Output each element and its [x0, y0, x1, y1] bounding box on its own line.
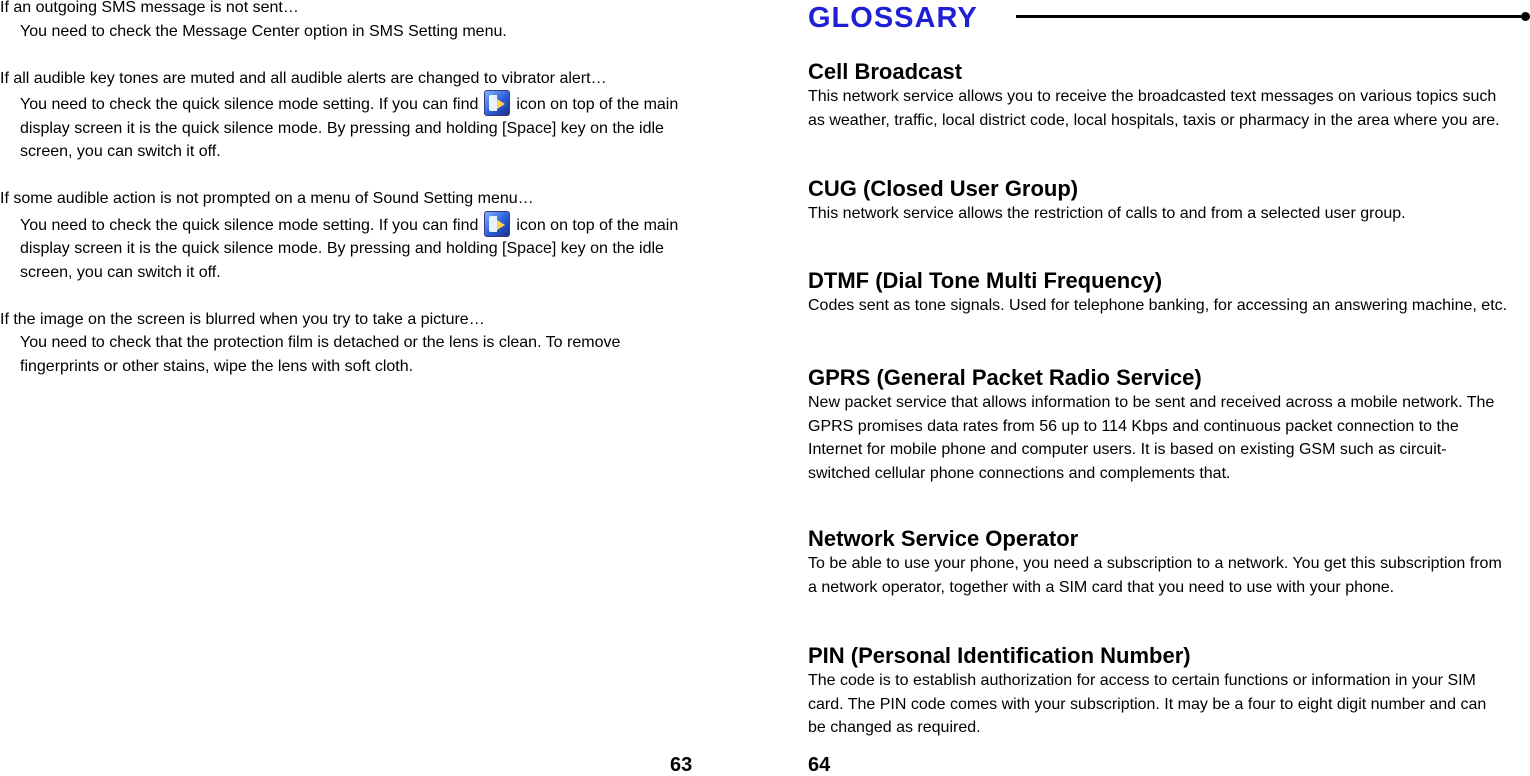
- glossary-term: Network Service Operator: [808, 526, 1079, 551]
- glossary-definition: This network service allows you to receive the broadcasted text messages on various topics such as weather, traffic, local district code, local hospitals, taxis or pharmacy in the area where you are.: [808, 88, 1500, 129]
- troubleshoot-problem: If an outgoing SMS message is not sent…: [0, 0, 299, 16]
- solution-text-after-icon: icon on top of the main display screen it is the quick silence mode. By pressing and holding [Space] key on the idle screen, you can switch it off.: [20, 216, 679, 281]
- right-page: [808, 0, 1530, 775]
- glossary-entry: [808, 59, 1508, 132]
- troubleshoot-solution: [0, 90, 690, 164]
- quick-silence-mode-icon: [484, 211, 510, 237]
- glossary-header: [808, 0, 1530, 38]
- glossary-term: CUG (Closed User Group): [808, 176, 1079, 201]
- solution-text-after-icon: icon on top of the main display screen it is the quick silence mode. By pressing and holding [Space] key on the idle screen, you can switch it off.: [20, 96, 679, 160]
- glossary-term: PIN (Personal Identification Number): [808, 643, 1191, 668]
- glossary-entry: [808, 365, 1508, 485]
- glossary-entry: [808, 643, 1508, 740]
- solution-text-before-icon: You need to check the quick silence mode setting. If you can find: [20, 96, 479, 113]
- glossary-entry: [808, 526, 1508, 599]
- troubleshoot-solution: You need to check the Message Center option in SMS Setting menu.: [20, 22, 507, 40]
- page-number-left: 63: [670, 754, 693, 776]
- troubleshoot-problem: If the image on the screen is blurred when you try to take a picture…: [0, 310, 485, 328]
- troubleshoot-solution: You need to check that the protection film is detached or the lens is clean. To remove fingerprints or other stains, wipe the lens with soft cloth.: [20, 334, 621, 375]
- glossary-entry: [808, 268, 1508, 318]
- glossary-definition: This network service allows the restriction of calls to and from a selected user group.: [808, 205, 1406, 222]
- solution-text-before-icon: You need to check the quick silence mode setting. If you can find: [20, 216, 479, 234]
- glossary-entry: [808, 176, 1508, 226]
- left-page: [0, 0, 693, 776]
- troubleshoot-problem: If some audible action is not prompted on a menu of Sound Setting menu…: [0, 190, 534, 207]
- glossary-definition: To be able to use your phone, you need a subscription to a network. You get this subscription from a network operator, together with a SIM card that you need to use with your phone.: [808, 555, 1502, 596]
- glossary-definition: Codes sent as tone signals. Used for telephone banking, for accessing an answering machine, etc.: [808, 297, 1508, 314]
- glossary-definition: New packet service that allows information to be sent and received across a mobile network. The GPRS promises data rates from 56 up to 114 Kbps and continuous packet connection to the Internet for mobile phone and computer users. It is based on existing GSM such as circuit-switched cellular phone connections and complements that.: [808, 394, 1495, 482]
- glossary-term: GPRS (General Packet Radio Service): [808, 365, 1202, 390]
- page-number-right: 64: [808, 754, 831, 776]
- glossary-term: Cell Broadcast: [808, 59, 963, 84]
- troubleshoot-problem: If all audible key tones are muted and all audible alerts are changed to vibrator alert…: [0, 69, 607, 87]
- glossary-title: GLOSSARY: [808, 2, 978, 34]
- glossary-term: DTMF (Dial Tone Multi Frequency): [808, 268, 1163, 293]
- troubleshoot-solution: [0, 211, 690, 285]
- title-rule-divider: [1016, 15, 1521, 18]
- glossary-definition: The code is to establish authorization for access to certain functions or information in your SIM card. The PIN code comes with your subscription. It may be a four to eight digit number and can be changed as required.: [808, 672, 1487, 736]
- quick-silence-mode-icon: [484, 90, 510, 116]
